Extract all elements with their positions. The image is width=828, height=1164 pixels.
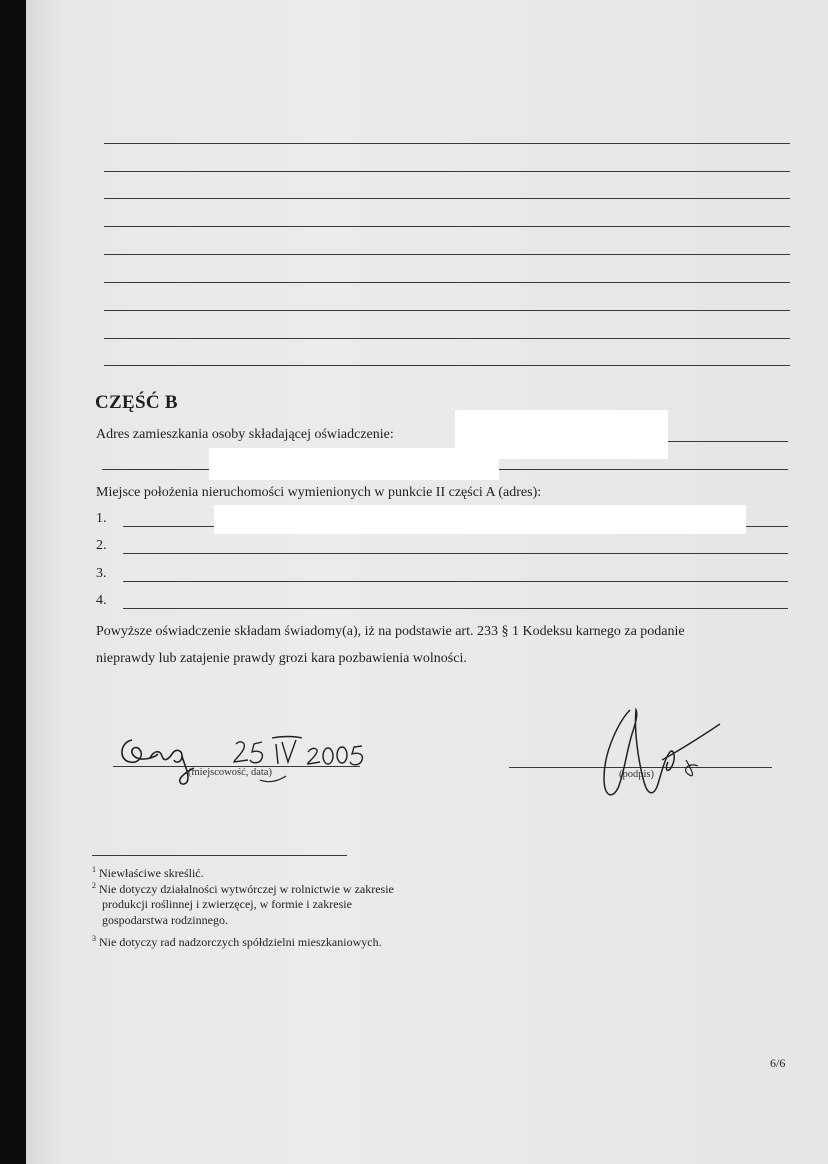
footnote-mark: 2 <box>92 881 96 890</box>
signature-caption: (podpis) <box>619 769 654 780</box>
footnote-2-cont: produkcji roślinnej i zwierzęcej, w formie i zakresie <box>102 897 352 911</box>
footnote-1 <box>92 865 204 881</box>
form-page <box>26 0 828 1164</box>
footnote-2 <box>92 881 394 897</box>
property-line-2 <box>123 553 788 554</box>
footnote-text: Nie dotyczy działalności wytwórczej w rolnictwie w zakresie <box>99 882 394 896</box>
footnote-text: Niewłaściwe skreślić. <box>99 866 204 880</box>
property-item-number: 1. <box>96 511 107 526</box>
declaration-text-line-1: Powyższe oświadczenie składam świadomy(a), iż na podstawie art. 233 § 1 Kodeksu karnego za podanie <box>96 624 685 639</box>
ruled-line <box>104 365 790 366</box>
footnote-mark: 3 <box>92 934 96 943</box>
ruled-line <box>104 171 790 172</box>
property-item-number: 2. <box>96 538 107 553</box>
ruled-line <box>104 310 790 311</box>
footnote-mark: 1 <box>92 865 96 874</box>
place-date-caption: (miejscowość, data) <box>188 767 272 778</box>
ruled-line <box>104 338 790 339</box>
handwritten-place-date <box>110 720 370 790</box>
footnote-text: Nie dotyczy rad nadzorczych spółdzielni mieszkaniowych. <box>99 935 382 949</box>
scan-edge <box>0 0 26 1164</box>
footnote-3 <box>92 934 382 950</box>
section-heading: CZĘŚĆ B <box>95 392 178 413</box>
property-line-3 <box>123 581 788 582</box>
ruled-line <box>104 282 790 283</box>
property-line-4 <box>123 608 788 609</box>
footnote-separator <box>92 855 347 856</box>
address-label: Adres zamieszkania osoby składającej oświadczenie: <box>96 427 394 442</box>
redacted-address-2 <box>209 448 499 480</box>
property-item-number: 3. <box>96 566 107 581</box>
footnote-2-cont: gospodarstwa rodzinnego. <box>102 913 228 927</box>
ruled-line <box>104 143 790 144</box>
redacted-property-1 <box>214 505 746 534</box>
property-label: Miejsce położenia nieruchomości wymienionych w punkcie II części A (adres): <box>96 485 542 500</box>
page-number: 6/6 <box>770 1056 786 1070</box>
ruled-line <box>104 254 790 255</box>
property-item-number: 4. <box>96 593 107 608</box>
declaration-text-line-2: nieprawdy lub zatajenie prawdy grozi kara pozbawienia wolności. <box>96 651 467 666</box>
ruled-line <box>104 198 790 199</box>
signature <box>590 700 740 810</box>
ruled-line <box>104 226 790 227</box>
